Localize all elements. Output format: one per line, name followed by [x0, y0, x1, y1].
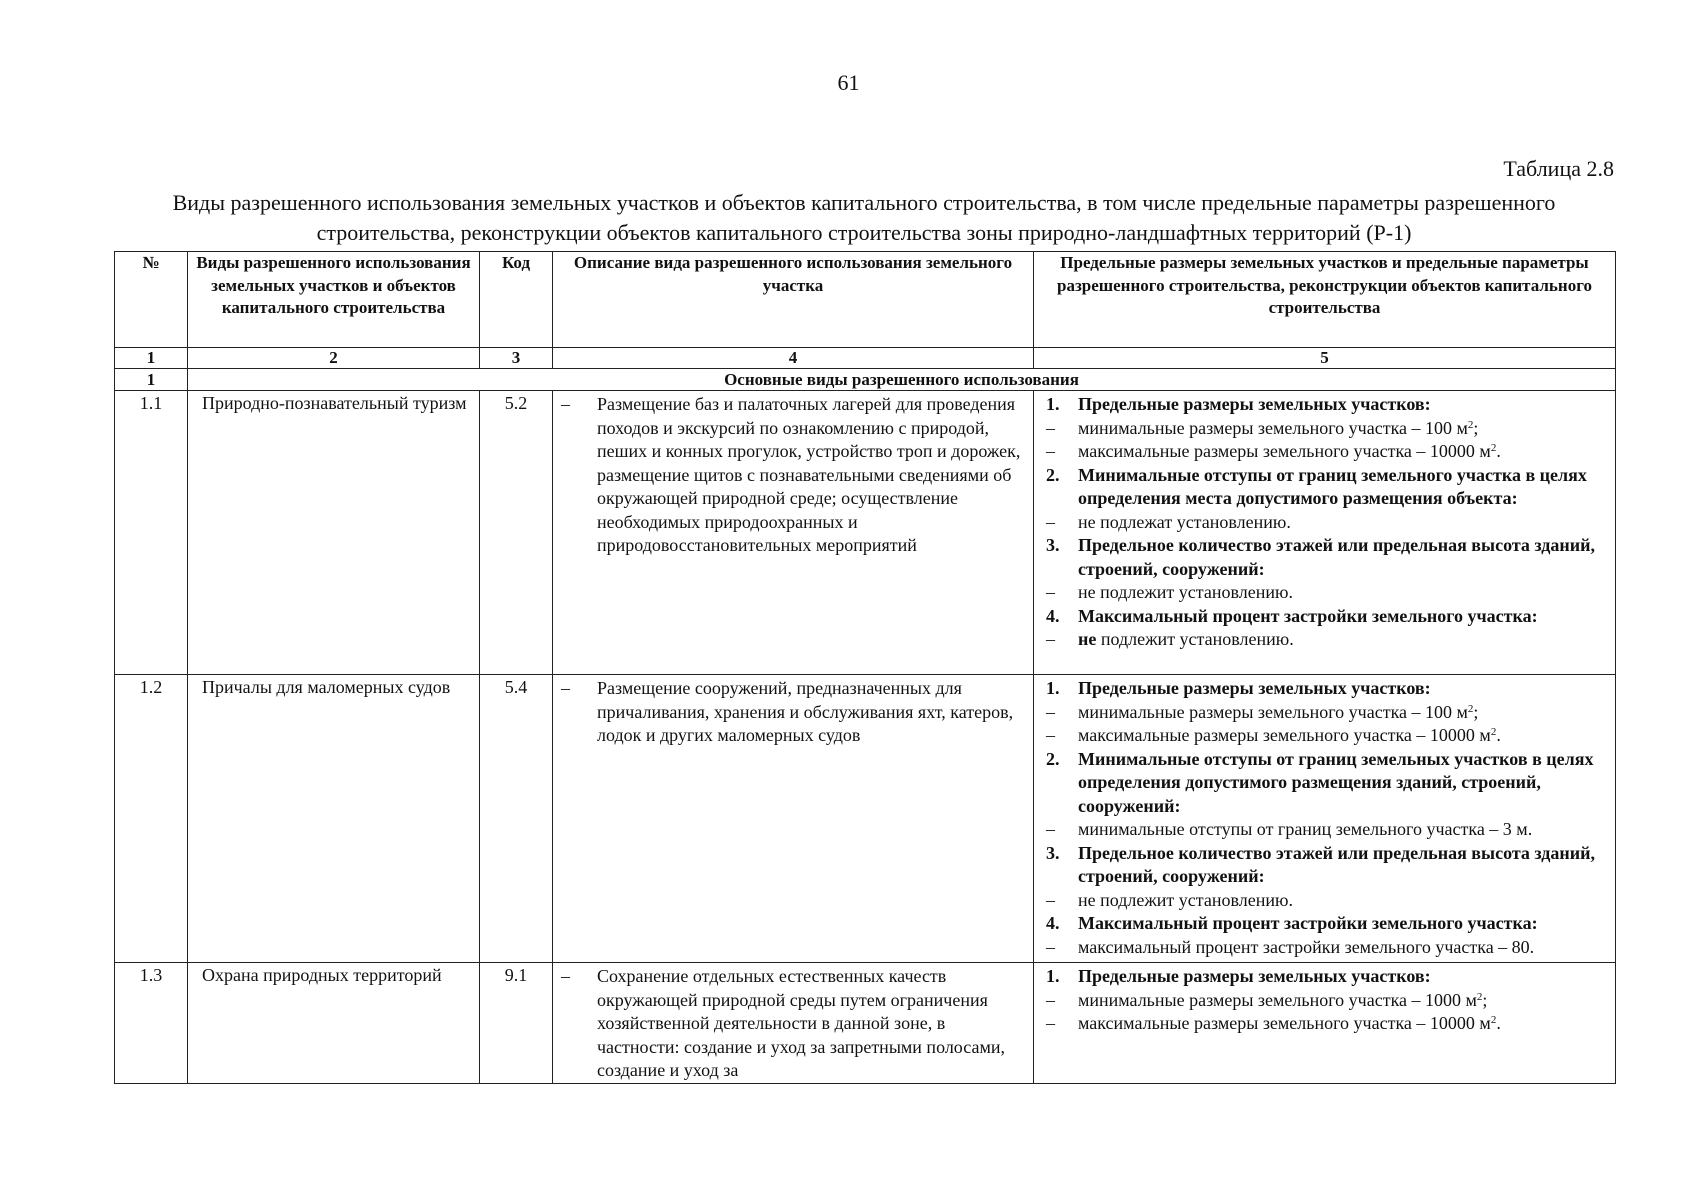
header-desc: Описание вида разрешенного использования земельного участка	[553, 252, 1034, 348]
list-mark: 4.	[1046, 913, 1060, 933]
header-code: Код	[480, 252, 553, 348]
param-value: не подлежит установлению.	[1078, 582, 1293, 602]
row-desc-cell	[553, 963, 1034, 1084]
row-desc: Сохранение отдельных естественных качеств окружающей природной среды путем ограничения хозяйственной деятельности в данной зоне, в частности: создание и уход за запретными полосами, создание и уход за	[597, 966, 1005, 1080]
row-code: 9.1	[480, 963, 553, 1084]
punctuation: .	[1496, 441, 1501, 461]
dash-mark: –	[1046, 725, 1055, 745]
superscript: 2	[1490, 442, 1497, 454]
row-desc-cell	[553, 391, 1034, 675]
table-row	[115, 963, 1616, 1084]
dash-mark: –	[1046, 441, 1055, 461]
dash-mark: –	[1046, 889, 1055, 910]
dash-mark: –	[1046, 1013, 1055, 1033]
section-title: Основные виды разрешенного использования	[188, 369, 1616, 391]
param-heading: Предельные размеры земельных участков:	[1078, 394, 1431, 414]
superscript: 2	[1490, 726, 1497, 738]
param-heading: Предельные размеры земельных участков:	[1078, 678, 1431, 698]
superscript: 2	[1467, 418, 1474, 431]
superscript: 2	[1476, 990, 1483, 1003]
table-row	[115, 391, 1616, 675]
row-num: 1.2	[115, 675, 188, 963]
row-code: 5.2	[480, 391, 553, 675]
param-value: не подлежит установлению.	[1078, 889, 1293, 910]
param-heading: Предельное количество этажей или предельная высота зданий, строений, сооружений:	[1078, 535, 1596, 579]
param-value-bold: не	[1078, 629, 1097, 649]
punctuation: ;	[1473, 701, 1479, 722]
param-value: максимальный процент застройки земельного участка – 80.	[1078, 936, 1535, 957]
param-value: максимальные размеры земельного участка – 10000 м	[1078, 441, 1491, 461]
dash-mark: –	[561, 394, 570, 414]
superscript: 2	[1467, 702, 1474, 715]
list-mark: 3.	[1046, 535, 1060, 555]
punctuation: .	[1496, 1013, 1501, 1033]
dash-mark: –	[1046, 989, 1055, 1010]
punctuation: .	[1496, 725, 1501, 745]
param-value: не подлежат установлению.	[1078, 511, 1291, 532]
table-title: Виды разрешенного использования земельных участков и объектов капитального строительства, в том числе предельные параметры разрешенного строительства, реконструкции объектов капитального строительства зоны природно-ландшафтных территорий (Р-1)	[172, 190, 1556, 245]
column-numbers-row	[115, 348, 1616, 369]
header-params: Предельные размеры земельных участков и предельные параметры разрешенного строительства, реконструкции объектов капитального строительства	[1034, 252, 1616, 348]
row-code: 5.4	[480, 675, 553, 963]
row-params-cell	[1034, 391, 1616, 675]
param-value: минимальные размеры земельного участка – 100 м	[1078, 701, 1468, 722]
dash-mark: –	[561, 966, 570, 986]
param-value: подлежит установлению.	[1096, 629, 1294, 649]
dash-mark: –	[1046, 629, 1055, 649]
list-mark: 1.	[1046, 966, 1060, 986]
list-mark: 1.	[1046, 394, 1060, 414]
table-row	[115, 675, 1616, 963]
param-heading: Предельное количество этажей или предельная высота зданий, строений, сооружений:	[1078, 842, 1596, 886]
dash-mark: –	[1046, 511, 1055, 532]
param-heading: Предельные размеры земельных участков:	[1078, 966, 1431, 986]
param-value: минимальные отступы от границ земельного участка – 3 м.	[1078, 819, 1533, 839]
dash-mark: –	[1046, 582, 1055, 602]
param-heading: Минимальные отступы от границ земельных участков в целях определения допустимого размещения зданий, строений, сооружений:	[1078, 748, 1594, 816]
section-row	[115, 369, 1616, 391]
row-name: Причалы для маломерных судов	[188, 675, 480, 963]
page-number: 61	[837, 70, 860, 95]
header-type: Виды разрешенного использования земельных участков и объектов капитального строительства	[188, 252, 480, 348]
punctuation: ;	[1473, 417, 1479, 438]
param-value: минимальные размеры земельного участка – 1000 м	[1078, 989, 1477, 1010]
dash-mark: –	[1046, 819, 1055, 839]
table-header-row	[115, 252, 1616, 348]
row-desc: Размещение сооружений, предназначенных для причаливания, хранения и обслуживания яхт, катеров, лодок и других маломерных судов	[597, 678, 1014, 745]
row-name: Охрана природных территорий	[188, 963, 480, 1084]
list-mark: 4.	[1046, 605, 1060, 626]
column-number: 2	[188, 348, 480, 369]
row-num: 1.1	[115, 391, 188, 675]
list-mark: 2.	[1046, 748, 1060, 769]
punctuation: ;	[1482, 989, 1488, 1010]
row-desc: Размещение баз и палаточных лагерей для проведения походов и экскурсий по ознакомлению с природой, пеших и конных прогулок, устройство троп и дорожек, размещение щитов с познавательными сведениями об окружающей природной среде; осуществление необходимых природоохранных и природовосстановительных мероприятий	[597, 394, 1021, 555]
superscript: 2	[1490, 1014, 1497, 1026]
param-heading: Минимальные отступы от границ земельного участка в целях определения места допустимого размещения объекта:	[1078, 464, 1587, 508]
row-desc-cell	[553, 675, 1034, 963]
dash-mark: –	[561, 678, 570, 698]
row-params-cell	[1034, 675, 1616, 963]
list-mark: 2.	[1046, 464, 1060, 485]
row-num: 1.3	[115, 963, 188, 1084]
list-mark: 1.	[1046, 678, 1060, 698]
column-number: 4	[553, 348, 1034, 369]
column-number: 3	[480, 348, 553, 369]
dash-mark: –	[1046, 701, 1055, 722]
dash-mark: –	[1046, 936, 1055, 957]
param-value: максимальные размеры земельного участка – 10000 м	[1078, 1013, 1491, 1033]
param-heading: Максимальный процент застройки земельного участка:	[1078, 913, 1538, 933]
dash-mark: –	[1046, 417, 1055, 438]
header-num: №	[115, 252, 188, 348]
column-number: 1	[115, 348, 188, 369]
table-label: Таблица 2.8	[1503, 156, 1614, 181]
param-heading: Максимальный процент застройки земельного участка:	[1078, 605, 1538, 626]
param-value: минимальные размеры земельного участка – 100 м	[1078, 417, 1468, 438]
param-value: максимальные размеры земельного участка – 10000 м	[1078, 725, 1491, 745]
column-number: 5	[1034, 348, 1616, 369]
section-num: 1	[115, 369, 188, 391]
row-params-cell	[1034, 963, 1616, 1084]
land-use-table	[114, 251, 1616, 1084]
row-name: Природно-познавательный туризм	[188, 391, 480, 675]
list-mark: 3.	[1046, 842, 1060, 863]
